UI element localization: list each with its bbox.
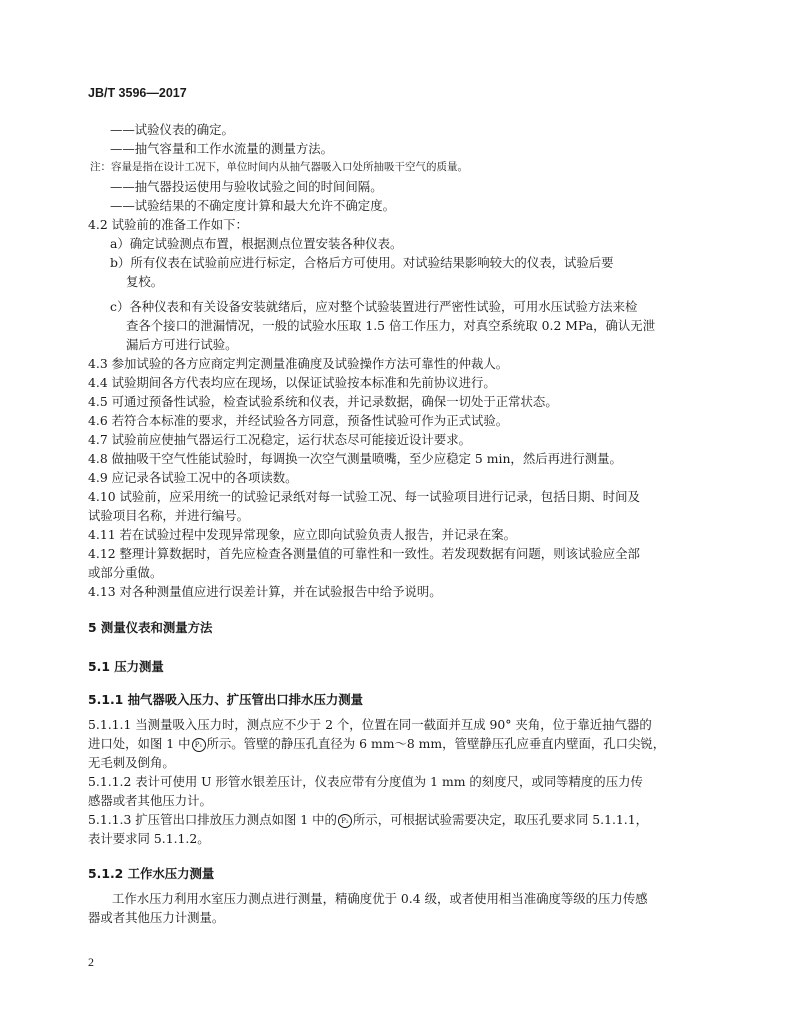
clause-4-4: 4.4 试验期间各方代表均应在现场，以保证试验按本标准和先前协议进行。 xyxy=(88,375,496,390)
clause-4-6: 4.6 若符合本标准的要求，并经试验各方同意，预备性试验可作为正式试验。 xyxy=(88,413,509,428)
clause-4-2: 4.2 试验前的准备工作如下： xyxy=(88,217,248,232)
clause-4-13: 4.13 对各种测量值应进行误差计算，并在试验报告中给予说明。 xyxy=(88,584,442,599)
clause-4-9: 4.9 应记录各试验工况中的各项读数。 xyxy=(88,470,298,485)
document-body xyxy=(88,120,704,927)
clause-5-1-1-1: 5.1.1.1 当测量吸入压力时，测点应不少于 2 个，位置在同一截面并互成 90° 夹角，位于靠近抽气器的 xyxy=(88,717,652,732)
note-text: 注：容量是指在设计工况下，单位时间内从抽气器吸入口处所抽吸干空气的质量。 xyxy=(90,161,468,173)
clause-5-1-1-1-cont: 进口处，如图 1 中 P₁ 所示。管壁的静压孔直径为 6 mm～8 mm，管壁静压孔应垂直内壁面，孔口尖锐， xyxy=(88,736,666,751)
clause-4-10: 4.10 试验前，应采用统一的试验记录纸对每一试验工况、每一试验项目进行记录，包括日期、时间及 xyxy=(88,489,640,504)
point-p2-marker: P₂ xyxy=(338,814,352,828)
clause-4-12: 4.12 整理计算数据时，首先应检查各测量值的可靠性和一致性。若发现数据有问题，则该试验应全部 xyxy=(88,546,640,561)
section-5-1-heading: 5.1 压力测量 xyxy=(88,659,164,674)
list-item: b）所有仪表在试验前应进行标定，合格后方可使用。对试验结果影响较大的仪表，试验后要 xyxy=(110,255,614,270)
section-5-heading: 5 测量仪表和测量方法 xyxy=(88,620,213,635)
section-5-1-1-heading: 5.1.1 抽气器吸入压力、扩压管出口排水压力测量 xyxy=(88,692,364,707)
paragraph-5-1-2-cont: 器或者其他压力计测量。 xyxy=(88,910,225,925)
list-item: ——试验仪表的确定。 xyxy=(110,122,234,137)
list-item-continuation: 漏后方可进行试验。 xyxy=(126,337,238,352)
clause-4-12-cont: 或部分重做。 xyxy=(88,565,163,580)
page-number: 2 xyxy=(88,955,94,969)
list-item-continuation: 查各个接口的泄漏情况，一般的试验水压取 1.5 倍工作压力，对真空系统取 0.2 MPa，确认无泄 xyxy=(126,318,656,333)
list-item: a）确定试验测点布置，根据测点位置安装各种仪表。 xyxy=(110,236,403,251)
clause-5-1-1-2: 5.1.1.2 表计可使用 U 形管水银差压计，仪表应带有分度值为 1 mm 的刻度尺，或同等精度的压力传 xyxy=(88,774,643,789)
clause-4-8: 4.8 做抽吸干空气性能试验时，每调换一次空气测量喷嘴，至少应稳定 5 min，然后再进行测量。 xyxy=(88,451,622,466)
clause-4-11: 4.11 若在试验过程中发现异常现象，应立即向试验负责人报告，并记录在案。 xyxy=(88,527,517,542)
list-item: c）各种仪表和有关设备安装就绪后，应对整个试验装置进行严密性试验，可用水压试验方法来检 xyxy=(110,299,638,314)
clause-4-3: 4.3 参加试验的各方应商定判定测量准确度及试验操作方法可靠性的仲裁人。 xyxy=(88,356,509,371)
clause-5-1-1-3-cont: 表计要求同 5.1.1.2。 xyxy=(88,831,210,846)
clause-5-1-1-2-cont: 感器或者其他压力计。 xyxy=(88,793,212,808)
clause-4-5: 4.5 可通过预备性试验，检查试验系统和仪表，并记录数据，确保一切处于正常状态。 xyxy=(88,394,558,409)
clause-4-10-cont: 试验项目名称，并进行编号。 xyxy=(88,508,250,523)
section-5-1-2-heading: 5.1.2 工作水压力测量 xyxy=(88,866,215,881)
list-item-continuation: 复校。 xyxy=(126,274,164,289)
clause-5-1-1-3: 5.1.1.3 扩压管出口排放压力测点如图 1 中的 P₂ 所示，可根据试验需要决定，取压孔要求同 5.1.1.1， xyxy=(88,812,649,827)
point-p1-marker: P₁ xyxy=(192,738,206,752)
list-item: ——抽气容量和工作水流量的测量方法。 xyxy=(110,141,334,156)
clause-5-1-1-1-end: 无毛刺及倒角。 xyxy=(88,755,175,770)
list-item: ——试验结果的不确定度计算和最大允许不确定度。 xyxy=(110,198,395,213)
clause-4-7: 4.7 试验前应使抽气器运行工况稳定，运行状态尽可能接近设计要求。 xyxy=(88,432,471,447)
document-header: JB/T 3596—2017 xyxy=(88,86,187,100)
list-item: ——抽气器投运使用与验收试验之间的时间间隔。 xyxy=(110,179,383,194)
paragraph-5-1-2: 工作水压力利用水室压力测点进行测量，精确度优于 0.4 级，或者使用相当准确度等级的压力传感 xyxy=(112,891,648,906)
